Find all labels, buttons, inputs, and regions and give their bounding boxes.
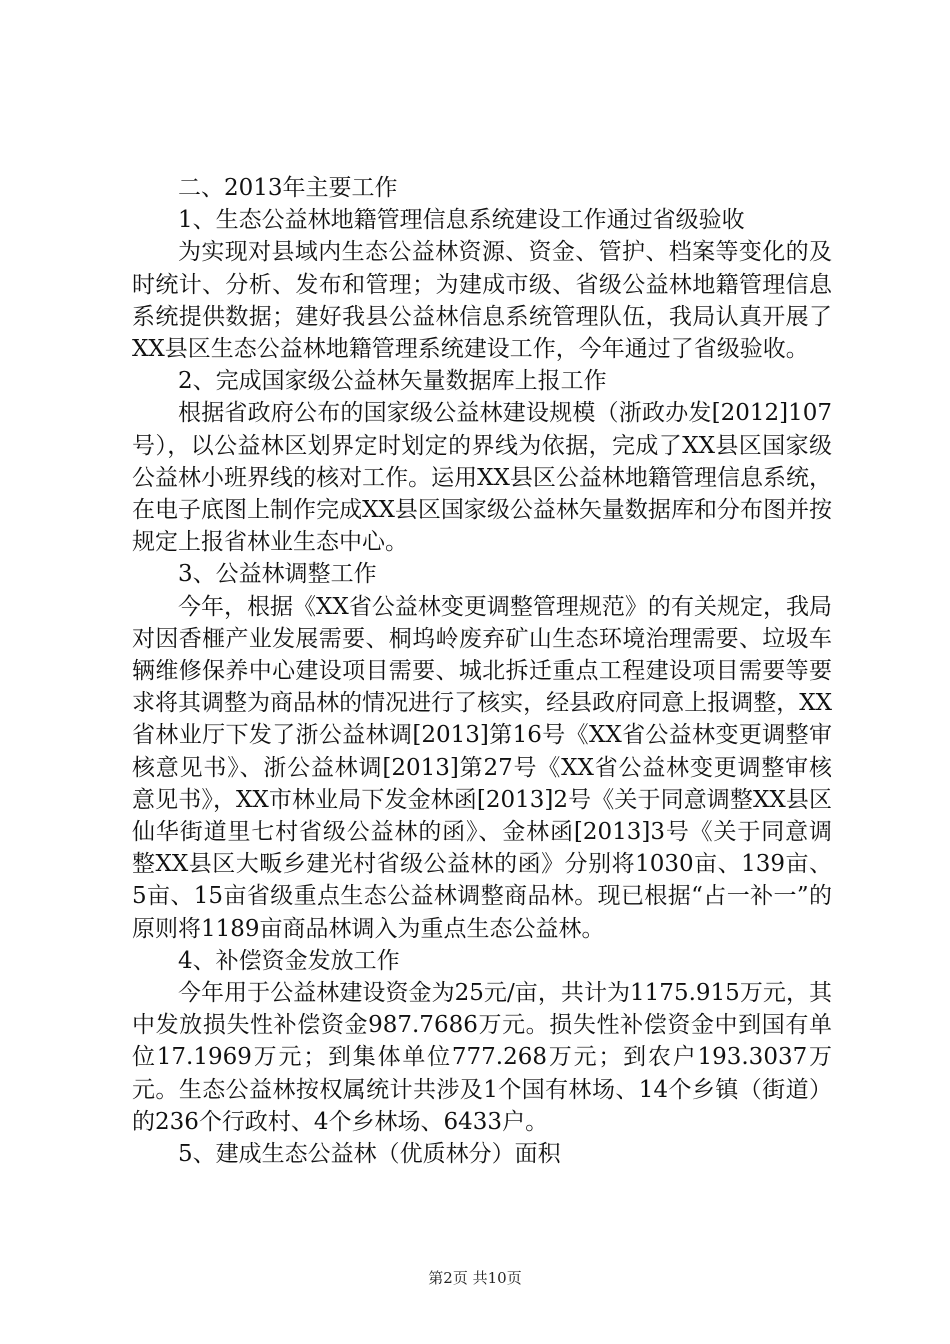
subsection-heading-5: 5、建成生态公益林（优质林分）面积 bbox=[178, 1141, 561, 1168]
subsection-heading-2: 2、完成国家级公益林矢量数据库上报工作 bbox=[178, 368, 607, 395]
subsection-heading-3: 3、公益林调整工作 bbox=[178, 561, 377, 588]
paragraph-2: 根据省政府公布的国家级公益林建设规模（浙政办发[2012]107号），以公益林区划界定时划定的界线为依据，完成了XX县区国家级公益林小班界线的核对工作。运用XX县区公益林地籍管理信息系统，在电子底图上制作完成XX县区国家级公益林矢量数据库和分布图并按规定上报省林业生态中心。 bbox=[132, 400, 832, 556]
paragraph-3: 今年，根据《XX省公益林变更调整管理规范》的有关规定，我局对因香榧产业发展需要、桐坞岭废弃矿山生态环境治理需要、垃圾车辆维修保养中心建设项目需要、城北拆迁重点工程建设项目需要等要求将其调整为商品林的情况进行了核实，经县政府同意上报调整，XX省林业厅下发了浙公益林调[2013]第16号《XX省公益林变更调整审核意见书》、浙公益林调[2013]第27号《XX省公益林变更调整审核意见书》，XX市林业局下发金林函[2013]2号《关于同意调整XX县区仙华街道里七村省级公益林的函》、金林函[2013]3号《关于同意调整XX县区大畈乡建光村省级公益林的函》分别将1030亩、139亩、5亩、15亩省级重点生态公益林调整商品林。现已根据“占一补一”的原则将1189亩商品林调入为重点生态公益林。 bbox=[132, 593, 832, 942]
page-footer: 第2页 共10页 bbox=[428, 1269, 522, 1287]
subsection-heading-4: 4、补偿资金发放工作 bbox=[178, 947, 400, 974]
paragraph-4: 今年用于公益林建设资金为25元/亩，共计为1175.915万元，其中发放损失性补偿资金987.7686万元。损失性补偿资金中到国有单位17.1969万元；到集体单位777.268万元；到农户193.3037万元。生态公益林按权属统计共涉及1个国有林场、14个乡镇（街道）的236个行政村、4个乡林场、6433户。 bbox=[132, 980, 832, 1135]
document-body bbox=[132, 172, 832, 1170]
section-heading: 二、2013年主要工作 bbox=[178, 175, 398, 201]
subsection-heading-1: 1、生态公益林地籍管理信息系统建设工作通过省级验收 bbox=[178, 207, 745, 234]
paragraph-1: 为实现对县域内生态公益林资源、资金、管护、档案等变化的及时统计、分析、发布和管理；为建成市级、省级公益林地籍管理信息系统提供数据；建好我县公益林信息系统管理队伍，我局认真开展了XX县区生态公益林地籍管理系统建设工作，今年通过了省级验收。 bbox=[132, 239, 832, 363]
